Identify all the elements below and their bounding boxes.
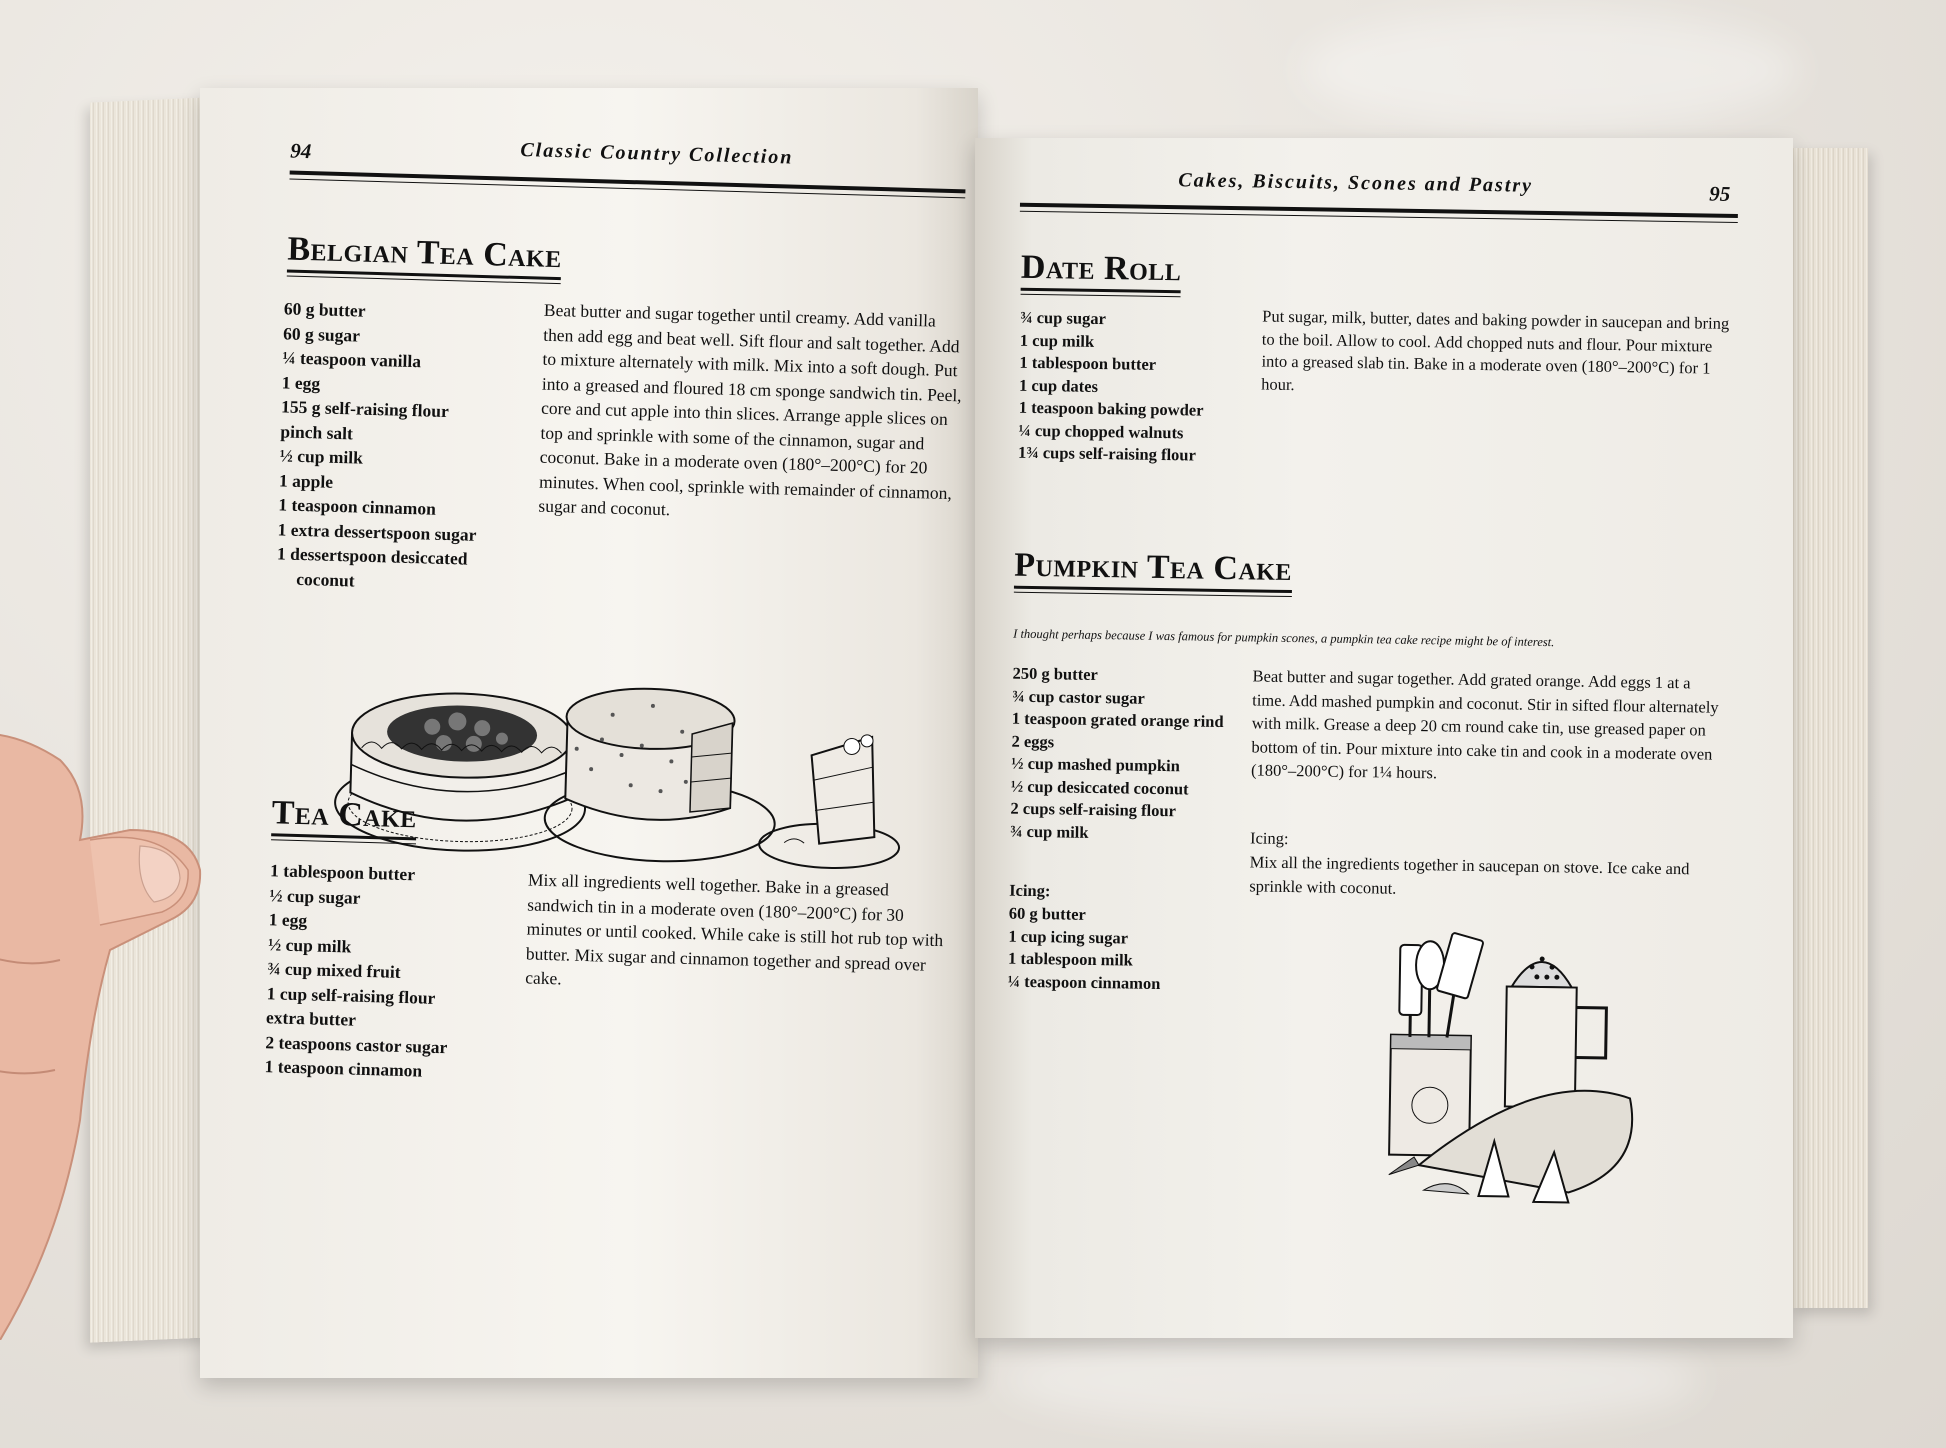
bedsheet-fold bbox=[1300, 10, 1800, 130]
ingredient: 1 apple bbox=[278, 469, 334, 492]
ingredient: ¾ cup sugar bbox=[1020, 307, 1107, 329]
ingredient: 1 tablespoon milk bbox=[1007, 948, 1133, 970]
ingredient: extra butter bbox=[265, 1007, 357, 1030]
method-pumpkin-tea-cake: Beat butter and sugar together. Add grated orange. Add eggs 1 at a time. Add mashed pumpkin and coconut. Stir in sifted flour alternately with milk. Grease a deep 20 cm round cake tin, use greased paper on bottom of tin. Pour mixture into cake tin and cook in a moderate oven (180°–200°C) for 1¼ hours. bbox=[1250, 666, 1719, 783]
recipe-intro-note: I thought perhaps because I was famous for pumpkin scones, a pumpkin tea cake recipe might be of interest. bbox=[1013, 626, 1555, 650]
ingredient: ½ cup mashed pumpkin bbox=[1011, 753, 1181, 776]
ingredient: 2 teaspoons castor sugar bbox=[265, 1031, 448, 1057]
ingredient: ½ cup milk bbox=[267, 933, 352, 957]
ingredient: 1 egg bbox=[268, 909, 308, 931]
method-tea-cake: Mix all ingredients well together. Bake in a greased sandwich tin in a moderate oven (180°–200°C) for 30 minutes or until cooked. While cake is still hot rub top with butter. Mix sugar and cinnamon together and spread over cake. bbox=[525, 869, 944, 989]
ingredient: 1 teaspoon grated orange rind bbox=[1011, 708, 1224, 731]
ingredient: 250 g butter bbox=[1012, 663, 1098, 684]
ingredient: 1 tablespoon butter bbox=[269, 860, 416, 885]
ingredient: ½ cup sugar bbox=[269, 884, 361, 908]
ingredient: 1 cup icing sugar bbox=[1008, 926, 1129, 948]
ingredient: 60 g butter bbox=[1008, 903, 1086, 924]
ingredient: 1 teaspoon baking powder bbox=[1018, 397, 1204, 420]
ingredient-list-date-roll bbox=[1018, 307, 1260, 468]
recipe-title-pumpkin-tea-cake: Pumpkin Tea Cake bbox=[1014, 547, 1292, 593]
ingredient: 1 teaspoon cinnamon bbox=[264, 1056, 423, 1081]
icing-heading: Icing: bbox=[1009, 880, 1051, 901]
ingredient-list-belgian-tea-cake bbox=[276, 296, 524, 597]
ingredient: 1 egg bbox=[281, 371, 321, 393]
bedsheet-fold bbox=[1000, 1330, 1700, 1430]
ingredient: 60 g sugar bbox=[282, 322, 361, 346]
left-page bbox=[200, 88, 978, 1378]
book-page-edges-right bbox=[1790, 148, 1868, 1308]
page-number: 94 bbox=[289, 138, 312, 164]
ingredient: 2 eggs bbox=[1011, 731, 1055, 751]
ingredient: 1 teaspoon cinnamon bbox=[278, 494, 437, 519]
page-number: 95 bbox=[1709, 181, 1731, 206]
ingredient-list-pumpkin-tea-cake bbox=[1010, 663, 1243, 847]
ingredient: 1 tablespoon butter bbox=[1019, 352, 1157, 374]
recipe-title-belgian-tea-cake: Belgian Tea Cake bbox=[287, 231, 562, 281]
ingredient: ¼ teaspoon cinnamon bbox=[1007, 971, 1161, 993]
ingredient: 1 cup milk bbox=[1019, 330, 1095, 351]
ingredient: 155 g self-raising flour bbox=[280, 396, 450, 422]
ingredient: ¼ teaspoon vanilla bbox=[282, 347, 422, 372]
ingredient: 1 dessertspoon desiccated coconut bbox=[276, 543, 468, 591]
ingredient-list-icing bbox=[1008, 903, 1239, 997]
recipe-title-tea-cake: Tea Cake bbox=[271, 794, 417, 840]
ingredient: 60 g butter bbox=[283, 298, 366, 321]
method-icing: Mix all the ingredients together in saucepan on stove. Ice cake and sprinkle with coconut. bbox=[1249, 852, 1690, 898]
ingredient: ½ cup milk bbox=[279, 445, 364, 468]
ingredient: ¼ cup chopped walnuts bbox=[1018, 420, 1184, 442]
baking-utensils-illustration bbox=[1358, 924, 1663, 1229]
ingredient: ¾ cup milk bbox=[1009, 821, 1089, 842]
ingredient: ¾ cup castor sugar bbox=[1012, 686, 1146, 708]
ingredient: ½ cup desiccated coconut bbox=[1010, 776, 1189, 798]
method-belgian-tea-cake: Beat butter and sugar together until creamy. Add vanilla then add egg and beat well. Sift flour and salt together. Add to mixture alternately with milk. Mix into a soft dough. Put into a greased and floured 18 cm sponge sandwich tin. Peel, core and cut apple into thin slices. Arrange apple slices on top and sprinkle with some of the cinnamon, sugar and coconut. Bake in a moderate oven (180°–200°C) for 20 minutes. When cool, sprinkle with remainder of cinnamon, sugar and coconut. bbox=[538, 299, 962, 520]
running-head: Cakes, Biscuits, Scones and Pastry bbox=[1178, 169, 1534, 197]
recipe-title-date-roll: Date Roll bbox=[1021, 249, 1182, 294]
hand-holding-book bbox=[0, 720, 270, 1340]
right-page bbox=[975, 138, 1793, 1338]
ingredient: 1 cup self-raising flour bbox=[266, 982, 436, 1008]
ingredient: ¾ cup mixed fruit bbox=[267, 958, 401, 982]
icing-method-label: Icing: bbox=[1249, 828, 1289, 849]
ingredient: 1 cup dates bbox=[1018, 375, 1099, 396]
ingredient: pinch salt bbox=[280, 420, 354, 443]
running-head: Classic Country Collection bbox=[520, 138, 794, 169]
method-date-roll: Put sugar, milk, butter, dates and baking powder in saucepan and bring to the boil. Allow to cool. Add chopped nuts and flour. Pour mixture into a greased slab tin. Bake in a moderate oven (180°–200°C) for 1 hour. bbox=[1261, 306, 1730, 394]
cakes-illustration bbox=[328, 652, 914, 898]
ingredient: 1¾ cups self-raising flour bbox=[1017, 442, 1197, 465]
ingredient-list-tea-cake bbox=[264, 858, 510, 1085]
ingredient: 2 cups self-raising flour bbox=[1010, 798, 1177, 821]
ingredient: 1 extra dessertspoon sugar bbox=[277, 518, 477, 545]
